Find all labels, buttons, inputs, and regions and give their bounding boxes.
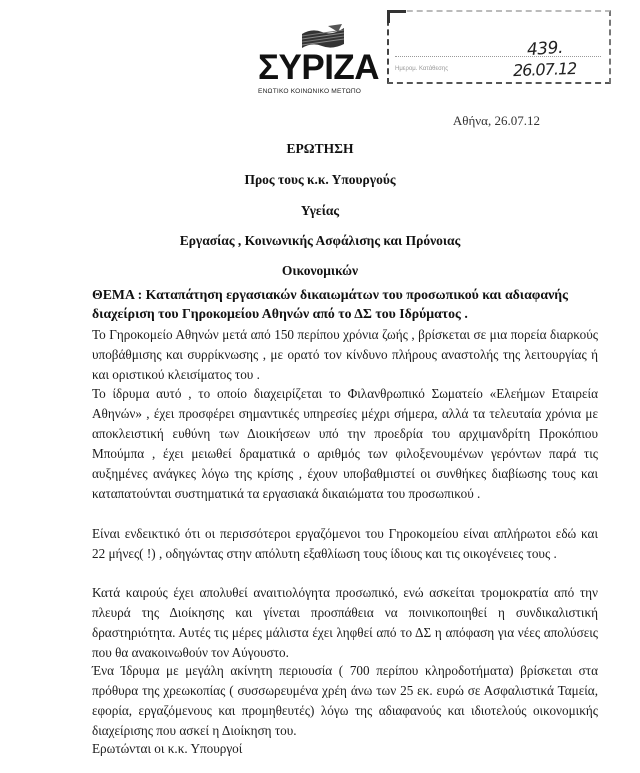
body-paragraph: Είναι ενδεικτικό ότι οι περισσότεροι εργαζόμενοι του Γηροκομείου είναι απλήρωτοι εδώ και 22 μήνες( !) , οδηγώντας στην απόλυτη εξαθλίωση τους ίδιους και τις οικογένειες τους .: [92, 526, 598, 561]
subject-label: ΘΕΜΑ :: [92, 287, 143, 302]
logo-subtitle: ΕΝΩΤΙΚΟ ΚΟΙΝΩΝΙΚΟ ΜΕΤΩΠΟ: [258, 88, 362, 95]
stamp-date: 26.07.12: [512, 58, 577, 81]
subject: [92, 285, 602, 323]
body-paragraph: Κατά καιρούς έχει απολυθεί αναιτιολόγητα προσωπικό, ενώ ασκείται τρομοκρατία από την πλευρά της Διοίκησης και γίνεται προσπάθεια να ποινικοποιηθεί η συνδικαλιστική δραστηριότητα. Αυτές τις μέρες μάλιστα έχει ληφθεί από το ΔΣ η απόφαση για νέες απολύσεις που θα ανακοινωθούν τον Αύγουστο.: [92, 585, 598, 660]
logo-name: ΣΥΡΙΖΑ: [258, 48, 380, 87]
ministry-health: Υγείας: [300, 203, 340, 218]
body-paragraph: Ένα Ίδρυμα με μεγάλη ακίνητη περιουσία ( 700 περίπου κληροδοτήματα) βρίσκεται στα πρόθυρα της χρεωκοπίας ( συσσωρευμένα χρέη άνω των 25 εκ. ευρώ σε Ασφαλιστικά Ταμεία, εφορία, εργαζόμενους και προμηθευτές) λόγω της αδιαφανούς και ιδιοτελούς οικονομικής διαχείρισης που ασκεί η Διοίκηση του.: [92, 663, 598, 738]
party-logo: [256, 24, 388, 104]
body-paragraph: Το ίδρυμα αυτό , το οποίο διαχειρίζεται το Φιλανθρωπικό Σωματείο «Ελεήμων Εταιρεία Αθηνών» , έχει προσφέρει σημαντικές υπηρεσίες μέχρι σήμερα, αλλά τα τελευταία χρόνια με αποκλειστική ευθύνη των Διοικήσεων υπό την προεδρία του αρχιμανδρίτη Προκόπιου Μπούμπα , έχει μειωθεί δραματικά ο αριθμός των φιλοξενουμένων γερόντων παρά τις αυξημένες ανάγκες λόγω της κρίσης , έχουν υποβαθμιστεί οι συνθήκες διαβίωσης τους και καταπατούνται συστηματικά τα εργασιακά δικαιώματα του προσωπικού .: [92, 386, 598, 501]
body-paragraph: Το Γηροκομείο Αθηνών μετά από 150 περίπου χρόνια ζωής , βρίσκεται σε μια πορεία διαρκούς υποβάθμισης και συρρίκνωσης , με ορατό τον κίνδυνο πλήρους αναστολής της λειτουργίας ή και οριστικού κλεισίματος του .: [92, 327, 598, 382]
closing-line: Ερωτώνται οι κ.κ. Υπουργοί: [92, 741, 243, 756]
addressee-line: Προς τους κ.κ. Υπουργούς: [244, 172, 396, 187]
subject-text: Καταπάτηση εργασιακών δικαιωμάτων του προσωπικού και αδιαφανής διαχείριση του Γηροκομείου Αθηνών από το ΔΣ του Ιδρύματος .: [92, 287, 568, 321]
stamp-corner: [387, 10, 406, 23]
stamp-divider: [395, 56, 601, 57]
registration-stamp: [387, 10, 611, 84]
ministry-labour: Εργασίας , Κοινωνικής Ασφάλισης και Πρόνοιας: [179, 233, 461, 248]
document-date: Αθήνα, 26.07.12: [452, 113, 540, 128]
document-title: ΕΡΩΤΗΣΗ: [286, 141, 354, 156]
stamp-label: Ημερομ. Κατάθεσης: [395, 66, 449, 72]
ministry-finance: Οικονομικών: [281, 263, 359, 278]
stamp-number: 439.: [526, 37, 564, 61]
